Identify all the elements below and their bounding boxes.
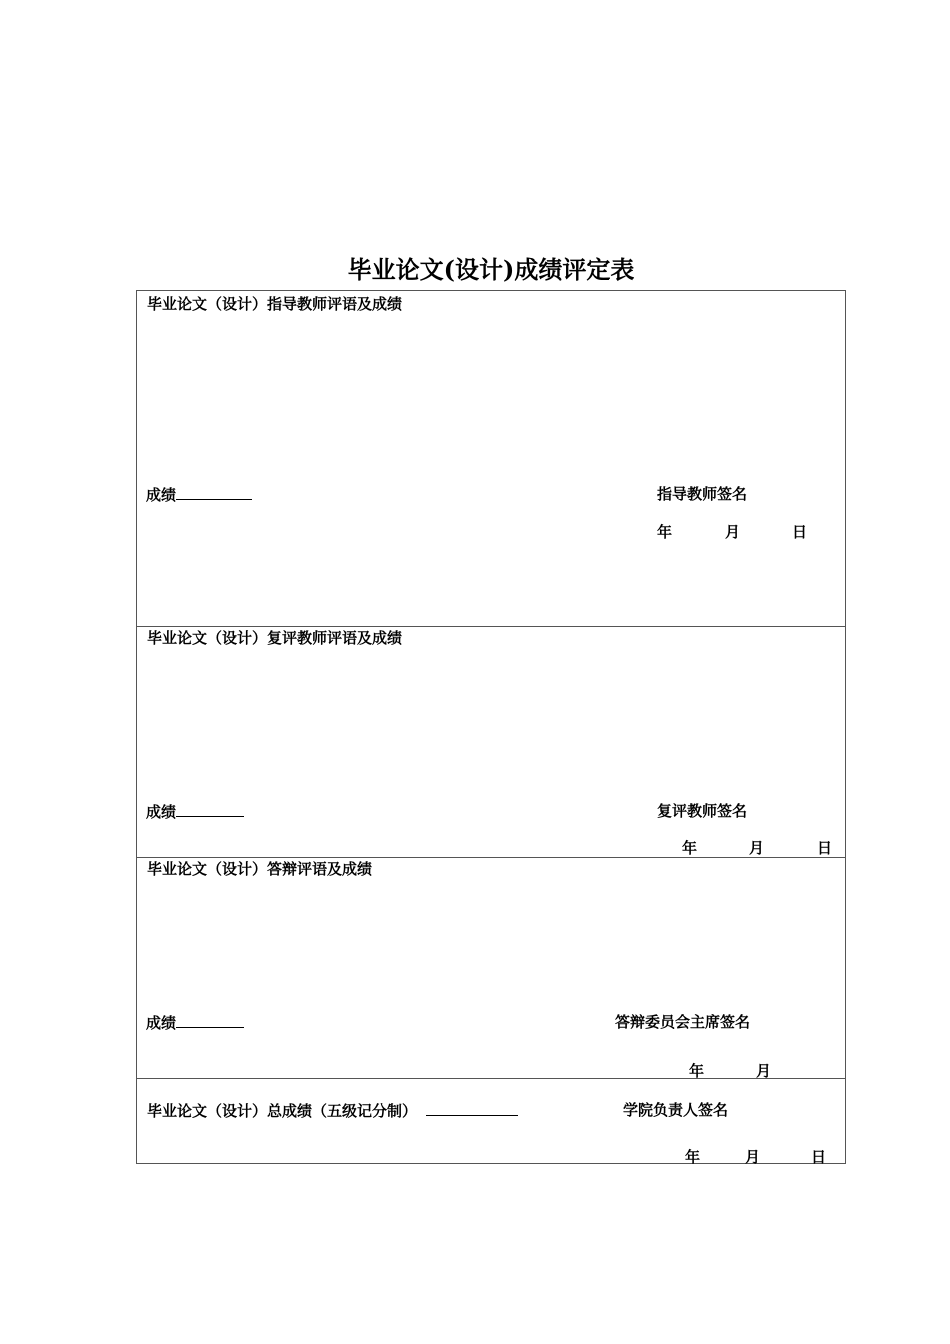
reviewer-section [137,627,845,858]
defense-signature-label: 答辩委员会主席签名 [615,1013,751,1031]
advisor-date-month: 月 [725,523,741,541]
reviewer-grade-label: 成绩 [146,803,177,821]
total-date-year: 年 [685,1148,701,1166]
total-date-day: 日 [811,1148,827,1166]
reviewer-date-year: 年 [682,839,698,857]
reviewer-signature-label: 复评教师签名 [657,802,748,820]
reviewer-grade-field [146,802,244,821]
reviewer-section-heading: 毕业论文（设计）复评教师评语及成绩 [147,629,403,647]
reviewer-date-day: 日 [817,839,833,857]
advisor-date-year: 年 [657,523,673,541]
defense-grade-label: 成绩 [146,1014,177,1032]
defense-date-year: 年 [689,1062,705,1080]
advisor-date-day: 日 [792,523,808,541]
total-grade-field [147,1101,518,1120]
advisor-section-heading: 毕业论文（设计）指导教师评语及成绩 [147,295,403,313]
defense-grade-blank[interactable] [176,1013,244,1028]
total-section [137,1079,845,1165]
defense-date-month: 月 [756,1062,772,1080]
advisor-grade-field [146,485,252,504]
advisor-signature-label: 指导教师签名 [657,485,748,503]
defense-section-heading: 毕业论文（设计）答辩评语及成绩 [147,860,373,878]
evaluation-form [136,290,846,1164]
page-title: 毕业论文(设计)成绩评定表 [347,255,635,284]
advisor-section [137,291,845,627]
total-grade-blank[interactable] [426,1101,518,1116]
total-section-heading: 毕业论文（设计）总成绩（五级记分制） [147,1102,418,1120]
advisor-grade-label: 成绩 [146,486,177,504]
defense-grade-field [146,1013,244,1032]
defense-section [137,858,845,1079]
advisor-grade-blank[interactable] [176,485,252,500]
reviewer-date-month: 月 [749,839,765,857]
total-signature-label: 学院负责人签名 [623,1101,729,1119]
total-date-month: 月 [745,1148,761,1166]
reviewer-grade-blank[interactable] [176,802,244,817]
